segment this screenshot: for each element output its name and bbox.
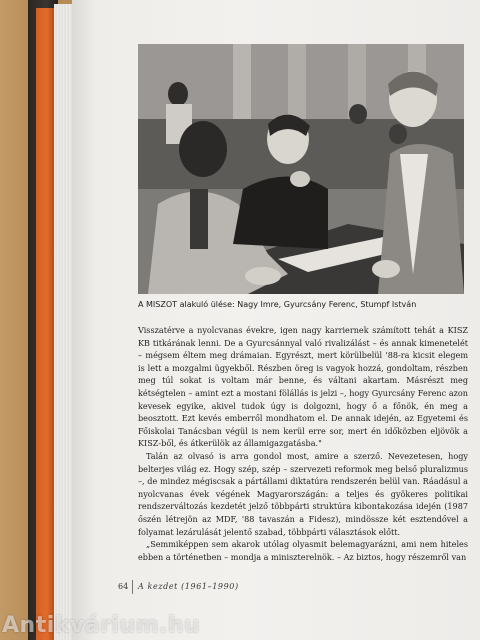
photo-icon [138, 44, 464, 294]
running-title: A kezdet (1961–1990) [138, 582, 239, 591]
body-text [138, 324, 468, 563]
footer-divider [132, 580, 133, 594]
page-edges [54, 4, 74, 640]
paragraph: Talán az olvasó is arra gondol most, amire a szerző. Nevezetesen, hogy belterjes világ ez. Hogy szép, szép – szervezeti reformok meg belső pluralizmus –, de mindez mégiscsak a pártállami diktatúra rendszerén belül van. Ráadásul a nyolcvanas évek végének Magyarországán: a teljes és gyökeres politikai rendszerváltozás kezdetét jelző többpárti struktúra kibontakozása idején (1987 őszén létrejön az MDF, '88 tavaszán a Fidesz), mindössze két esztendővel a folyamat lezárulását jelentő szabad, többpárti választások előtt. [138, 450, 468, 537]
photo-caption: A MISZOT alakuló ülése: Nagy Imre, Gyurcsány Ferenc, Stumpf István [138, 300, 417, 309]
watermark-logo: Antikvárium.hu [2, 613, 201, 638]
page-number: 64 [118, 582, 129, 591]
paragraph: „Semmiképpen sem akarok utólag olyasmit belemagyarázni, ami nem hiteles ebben a történetben – mondja a miniszterelnök. – Az biztos, hogy részemről van [138, 539, 468, 562]
paragraph: Visszatérve a nyolcvanas évekre, igen nagy karriernek számított tehát a KISZ KB titkárának lenni. De a Gyurcsánnyal való rivalizálást – és annak kimenetelét – mégsem éltem meg drámaian. Egyrészt, mert körülbelül '88-ra kicsit elegem is lett a mozgalmi ügyekből. Részben öreg is vagyok hozzá, gondoltam, részben meg túl sokat is voltam már benne, és váltani akartam. Másrészt meg kétségtelen – amint ezt a mostani fölállás is jelzi –, hogy Gyurcsány Ferenc azon kevesek egyike, akivel tudok úgy is dolgozni, hogy ő a főnök, én meg a beosztott. Ezt kevés emberről mondhatom el. De annak idején, az Egyetemi és Főiskolai Tanácsban végül is nem kerül erre sor, mert én időközben eljövök a KISZ-ből, és átkerülök az államigazgatásba." [138, 325, 468, 449]
book-cover-spine [36, 8, 54, 640]
book-page [72, 0, 480, 640]
archival-photo [138, 44, 464, 294]
